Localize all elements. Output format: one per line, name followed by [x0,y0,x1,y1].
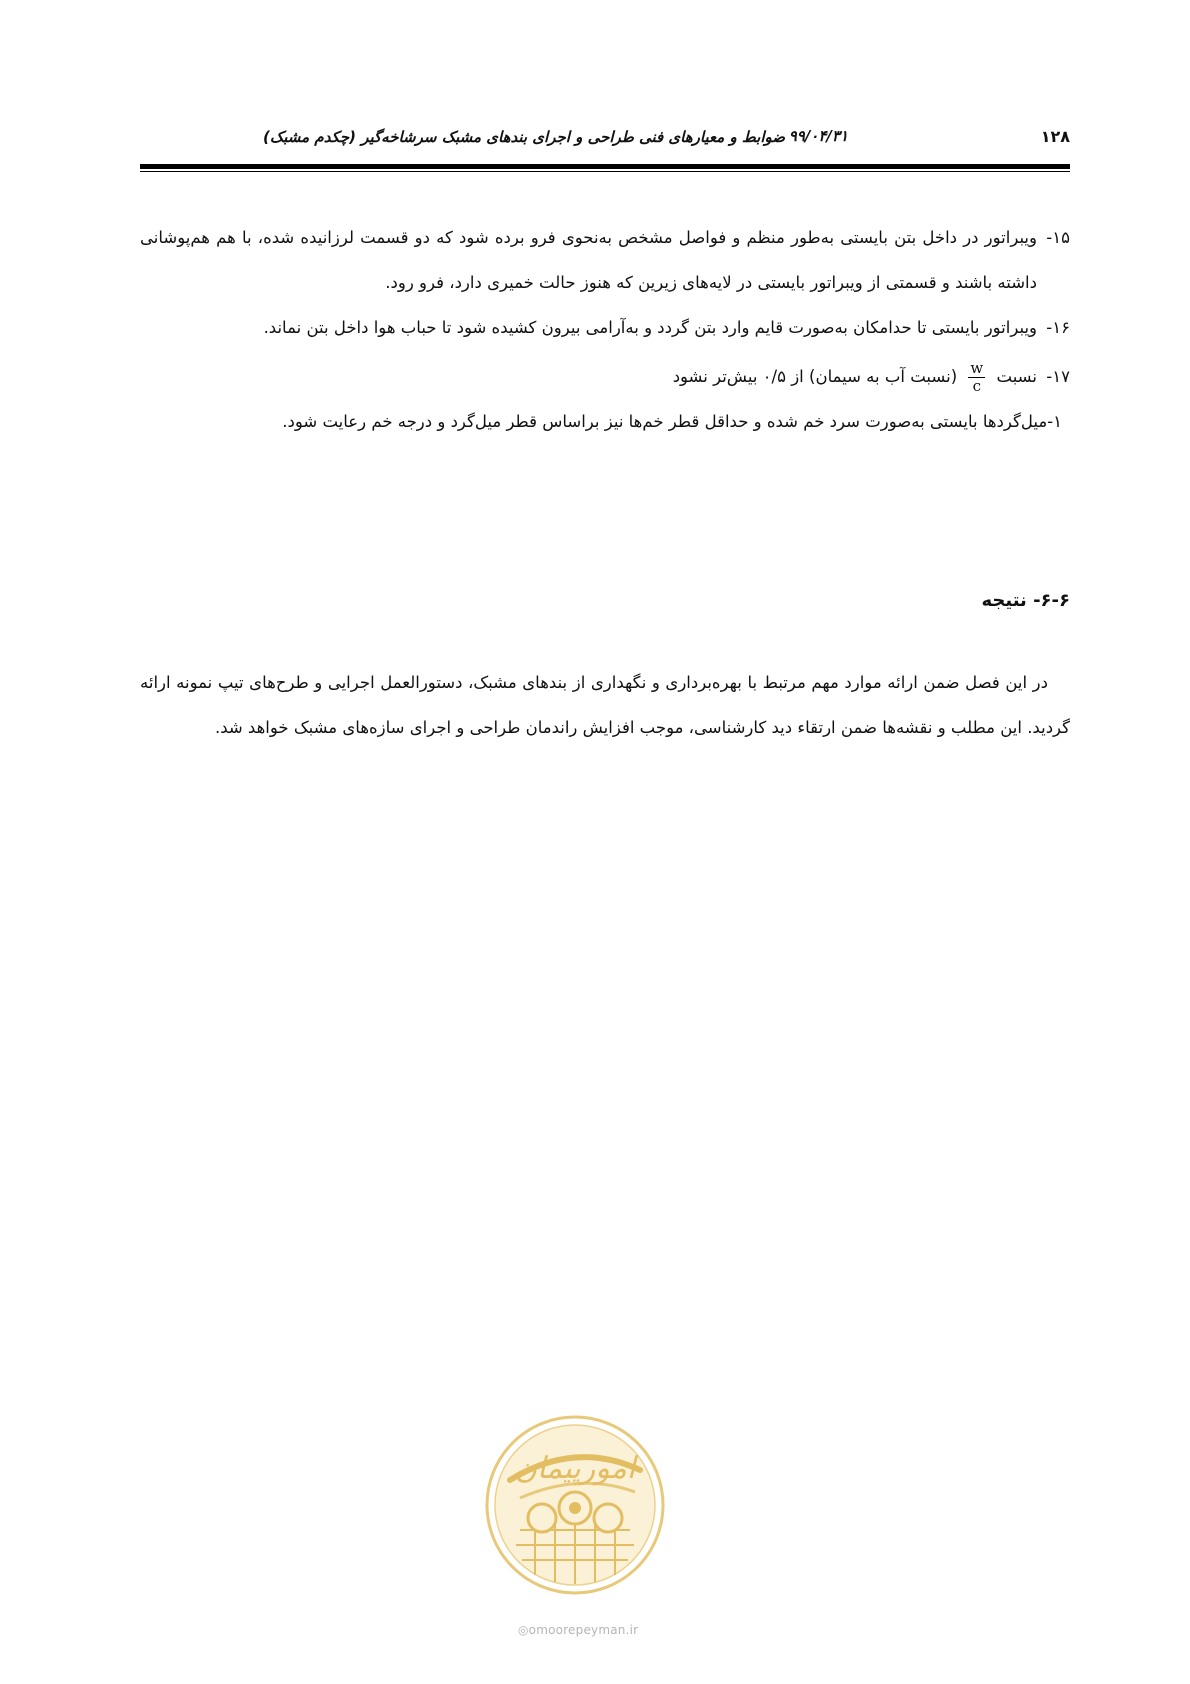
header-title: ضوابط و معیارهای فنی طراحی و اجرای بندهای مشبک سرشاخه‌گیر (چکدم مشبک) [262,128,785,146]
item-text-after: (نسبت آب به سیمان) از ۰/۵ بیش‌تر نشود [672,367,958,386]
watermark-logo-icon: ◎ [518,1623,529,1637]
list-item-16 [140,305,1070,350]
conclusion-paragraph: در این فصل ضمن ارائه موارد مهم مرتبط با بهره‌برداری و نگهداری از بندهای مشبک، دستورالعمل اجرایی و طرح‌های تیپ نمونه ارائه گردید. این مطلب و نقشه‌ها ضمن ارتقاء دید کارشناسی، موجب افزایش راندمان طراحی و اجرای سازه‌های مشبک خواهد شد. [140,673,1070,737]
watermark-url-text: omoorepeyman.ir [528,1623,639,1637]
section-heading: ۶-۶- نتیجه [981,590,1070,611]
list-item-15 [140,215,1070,305]
page-header [140,127,1070,151]
seal-text: امورپیمان [514,1451,636,1486]
item-text: ویبراتور در داخل بتن بایستی به‌طور منظم و فواصل مشخص به‌نحوی فرو برده شود که دو قسمت لرزانیده شده، با هم هم‌پوشانی داشته باشند و قسمتی از ویبراتور بایستی در لایه‌های زیرین که هنوز حالت خمیری دارد، فرو رود. [140,228,1037,292]
item-label: ۱۷- [1046,367,1070,386]
watermark-url [518,1623,639,1637]
item-label: ۱۵- [1046,228,1070,247]
main-content [140,215,1070,444]
header-date: ۹۹/۰۴/۳۱ [788,127,848,145]
item-label: ۱۶- [1046,318,1070,337]
fraction-numerator: w [970,359,984,377]
list-item-17 [140,354,1070,399]
rebar-note: ۱-میل‌گردها بایستی به‌صورت سرد خم شده و حداقل قطر خم‌ها نیز براساس قطر میل‌گرد و درجه خم رعایت شود. [282,412,1062,431]
item-text: ویبراتور بایستی تا حدامکان به‌صورت قایم وارد بتن گردد و به‌آرامی بیرون کشیده شود تا حباب هوا داخل بتن نماند. [263,318,1037,337]
wc-ratio-fraction [968,360,985,395]
item-text-before: نسبت [996,367,1037,386]
page-number: ۱۲۸ [1040,127,1070,146]
seal-logo [480,1410,670,1600]
header-rule-thick [140,164,1070,169]
header-rule-thin [140,171,1070,172]
fraction-denominator: c [972,377,982,395]
